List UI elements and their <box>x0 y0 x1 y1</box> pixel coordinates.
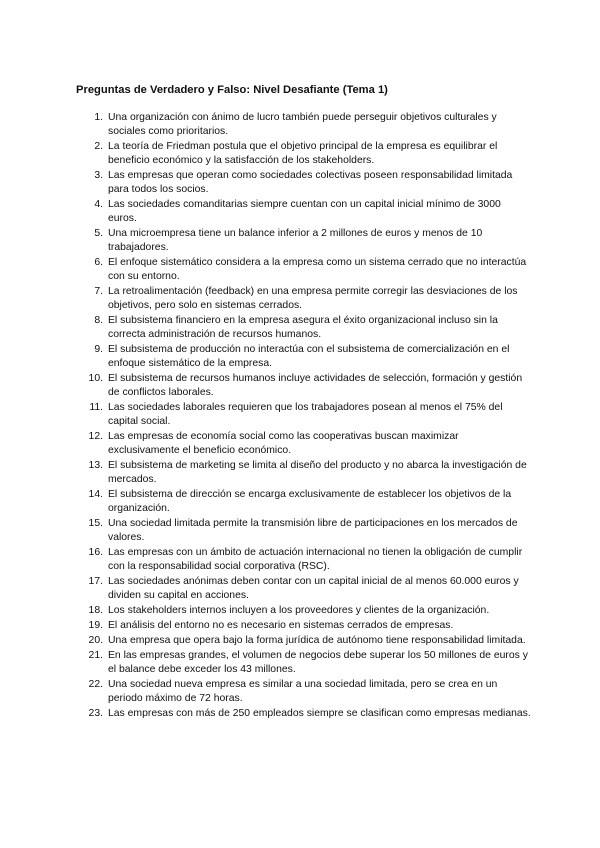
question-item <box>76 227 531 255</box>
question-item <box>76 314 531 342</box>
question-number: 23. <box>88 708 103 719</box>
question-text: Las empresas con más de 250 empleados siempre se clasifican como empresas medianas. <box>108 708 531 719</box>
question-text: Una organización con ánimo de lucro también puede perseguir objetivos culturales y sociales como prioritarios. <box>108 112 497 137</box>
question-number: 4. <box>94 199 103 210</box>
question-number: 17. <box>88 576 103 587</box>
question-text: El subsistema de dirección se encarga exclusivamente de establecer los objetivos de la organización. <box>108 489 512 514</box>
question-number: 10. <box>88 373 103 384</box>
question-text: Los stakeholders internos incluyen a los proveedores y clientes de la organización. <box>108 605 490 616</box>
question-item <box>76 678 531 706</box>
question-item <box>76 256 531 284</box>
question-text: Las empresas con un ámbito de actuación internacional no tienen la obligación de cumplir con la responsabilidad social corporativa (RSC). <box>108 547 523 572</box>
question-number: 12. <box>88 431 103 442</box>
question-text: En las empresas grandes, el volumen de negocios debe superar los 50 millones de euros y el balance debe exceder los 43 millones. <box>108 650 528 675</box>
question-item <box>76 546 531 574</box>
question-text: El subsistema de marketing se limita al diseño del producto y no abarca la investigación de mercados. <box>108 460 527 485</box>
question-number: 11. <box>89 402 103 413</box>
question-item <box>76 111 531 139</box>
question-number: 22. <box>88 679 103 690</box>
question-item <box>76 634 531 648</box>
question-item <box>76 619 531 633</box>
question-number: 7. <box>94 286 103 297</box>
question-number: 16. <box>88 547 103 558</box>
question-text: El subsistema financiero en la empresa asegura el éxito organizacional incluso sin la correcta administración de recursos humanos. <box>108 315 498 340</box>
question-number: 19. <box>88 620 103 631</box>
question-number: 14. <box>88 489 103 500</box>
question-item <box>76 343 531 371</box>
question-number: 13. <box>88 460 103 471</box>
question-text: Las sociedades laborales requieren que los trabajadores posean al menos el 75% del capital social. <box>108 402 503 427</box>
question-item <box>76 575 531 603</box>
question-number: 20. <box>88 635 103 646</box>
question-text: El enfoque sistemático considera a la empresa como un sistema cerrado que no interactúa con su entorno. <box>108 257 527 282</box>
question-number: 18. <box>88 605 103 616</box>
question-item <box>76 649 531 677</box>
question-item <box>76 430 531 458</box>
question-item <box>76 488 531 516</box>
document-title: Preguntas de Verdadero y Falso: Nivel Desafiante (Tema 1) <box>76 84 388 96</box>
question-text: La teoría de Friedman postula que el objetivo principal de la empresa es equilibrar el beneficio económico y la satisfacción de los stakeholders. <box>108 141 498 166</box>
question-item <box>76 285 531 313</box>
question-text: Las sociedades comanditarias siempre cuentan con un capital inicial mínimo de 3000 euros. <box>108 199 501 224</box>
question-number: 3. <box>94 170 103 181</box>
question-text: Una empresa que opera bajo la forma jurídica de autónomo tiene responsabilidad limitada. <box>108 635 526 646</box>
question-text: El subsistema de recursos humanos incluye actividades de selección, formación y gestión de conflictos laborales. <box>108 373 523 398</box>
question-item <box>76 372 531 400</box>
question-item <box>76 140 531 168</box>
question-number: 2. <box>94 141 103 152</box>
question-item <box>76 517 531 545</box>
question-number: 21. <box>88 650 103 661</box>
question-text: Una microempresa tiene un balance inferior a 2 millones de euros y menos de 10 trabajadores. <box>108 228 483 253</box>
question-text: Una sociedad nueva empresa es similar a una sociedad limitada, pero se crea en un periodo máximo de 72 horas. <box>108 679 498 704</box>
question-text: Las sociedades anónimas deben contar con un capital inicial de al menos 60.000 euros y dividen su capital en acciones. <box>108 576 519 601</box>
question-item <box>76 707 531 721</box>
question-item <box>76 169 531 197</box>
question-number: 9. <box>94 344 103 355</box>
question-text: El análisis del entorno no es necesario en sistemas cerrados de empresas. <box>108 620 454 631</box>
question-number: 15. <box>88 518 103 529</box>
question-text: Una sociedad limitada permite la transmisión libre de participaciones en los mercados de valores. <box>108 518 518 543</box>
question-item <box>76 401 531 429</box>
question-number: 1. <box>94 112 103 123</box>
question-number: 8. <box>94 315 103 326</box>
question-item <box>76 459 531 487</box>
question-number: 5. <box>94 228 103 239</box>
question-list <box>76 111 531 722</box>
question-text: La retroalimentación (feedback) en una empresa permite corregir las desviaciones de los objetivos, pero solo en sistemas cerrados. <box>108 286 518 311</box>
question-item <box>76 604 531 618</box>
question-text: Las empresas de economía social como las cooperativas buscan maximizar exclusivamente el beneficio económico. <box>108 431 459 456</box>
question-text: Las empresas que operan como sociedades colectivas poseen responsabilidad limitada para todos los socios. <box>108 170 513 195</box>
question-item <box>76 198 531 226</box>
question-text: El subsistema de producción no interactúa con el subsistema de comercialización en el enfoque sistemático de la empresa. <box>108 344 510 369</box>
question-number: 6. <box>94 257 103 268</box>
